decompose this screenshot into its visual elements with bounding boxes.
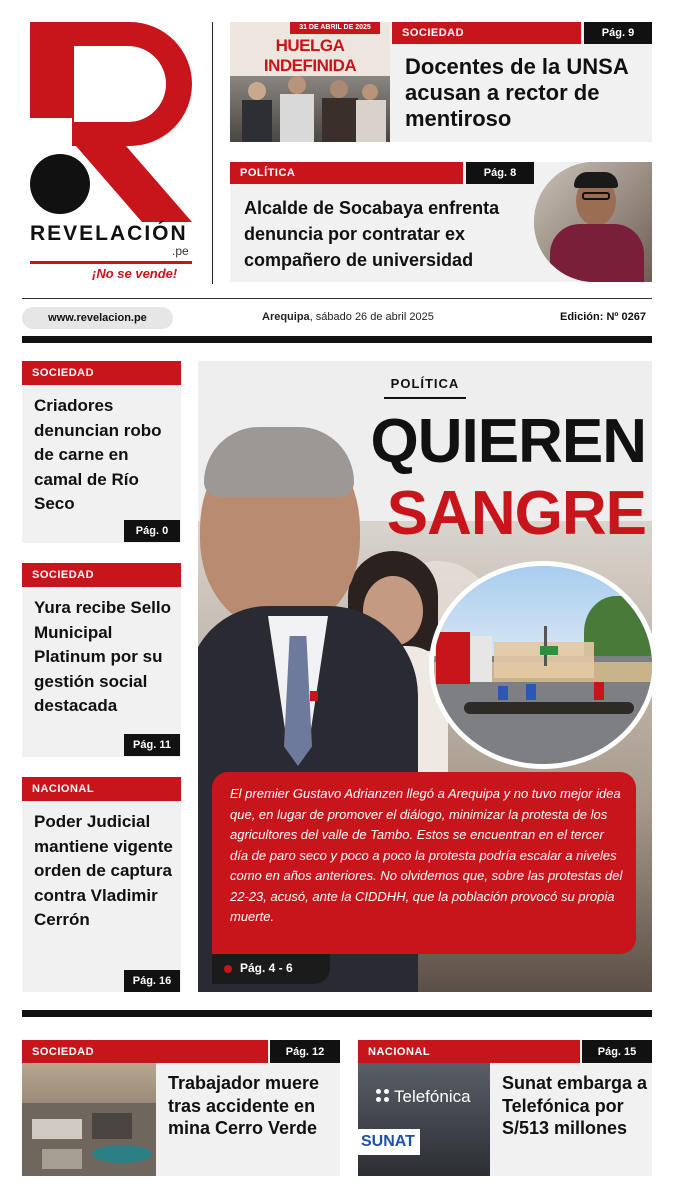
side-story-headline[interactable]: Poder Judicial mantiene vigente orden de captura contra Vladimir Cerrón xyxy=(34,812,173,929)
section-tag: SOCIEDAD xyxy=(22,563,181,587)
side-story-headline[interactable]: Criadores denuncian robo de carne en camal de Río Seco xyxy=(34,396,162,513)
section-rule xyxy=(22,336,652,343)
site-url[interactable]: www.revelacion.pe xyxy=(22,307,173,329)
section-rule xyxy=(22,1010,652,1017)
brand-name: REVELACIÓN xyxy=(30,222,188,245)
side-story-headline[interactable]: Yura recibe Sello Municipal Platinum por su gestión social destacada xyxy=(34,598,172,715)
banner-date-text: 31 DE ABRIL DE 2025 xyxy=(290,22,380,34)
bottom-story-headline[interactable]: Trabajador muere tras accidente en mina Cerro Verde xyxy=(168,1073,320,1138)
section-tag: NACIONAL xyxy=(22,777,181,801)
main-story-lead: El premier Gustavo Adrianzen llegó a Arequipa y no tuvo mejor idea que, en lugar de promover el diálogo, minimizar la protesta de los agricultores del valle de Tambo. Estos se encuentran en el tercer día de paro seco y poco a poco la protesta podría escalar a niveles como en años anteriores. No olvidemos que, sobre las protestas del 22-23, acusó, ante la CIDDHH, que la población provocó su propia muerte. xyxy=(212,772,636,954)
date-bar-rule xyxy=(22,298,652,299)
section-tag: NACIONAL xyxy=(358,1040,580,1063)
brand-underline xyxy=(30,261,192,264)
top-story-headline[interactable]: Alcalde de Socabaya enfrenta denuncia por contratar ex compañero de universidad xyxy=(244,198,500,270)
page-ref: Pág. 9 xyxy=(584,22,652,44)
dateline xyxy=(262,311,434,323)
section-tag: SOCIEDAD xyxy=(392,22,581,44)
top-story-headline[interactable]: Docentes de la UNSA acusan a rector de mentiroso xyxy=(405,54,628,131)
telefonica-sunat-photo xyxy=(358,1063,490,1176)
road-blockade-photo xyxy=(429,561,657,769)
page-ref: Pág. 0 xyxy=(124,520,180,542)
dateline-date: , sábado 26 de abril 2025 xyxy=(309,311,434,323)
protest-photo xyxy=(230,22,390,142)
section-underline xyxy=(384,397,466,399)
page-ref: Pág. 15 xyxy=(582,1040,652,1063)
page-dot-icon xyxy=(224,965,232,973)
mayor-photo xyxy=(534,162,652,282)
brand-domain-suffix: .pe xyxy=(172,244,189,258)
banner-text: HUELGA INDEFINIDA xyxy=(263,36,357,75)
section-tag: SOCIEDAD xyxy=(22,1040,268,1063)
page-ref: Pág. 16 xyxy=(124,970,180,992)
brand-slogan: ¡No se vende! xyxy=(92,266,178,281)
edition-number: Edición: Nº 0267 xyxy=(560,311,646,323)
page-ref: Pág. 8 xyxy=(466,162,534,184)
sunat-logo-text: SUNAT xyxy=(361,1133,415,1150)
page-ref: Pág. 11 xyxy=(124,734,180,756)
section-tag: SOCIEDAD xyxy=(22,361,181,385)
mine-photo xyxy=(22,1063,156,1176)
dateline-city: Arequipa xyxy=(262,311,310,323)
masthead-divider xyxy=(212,22,213,284)
main-headline-line1[interactable]: QUIEREN xyxy=(370,407,646,476)
main-section-label: POLÍTICA xyxy=(390,376,460,391)
page-ref: Pág. 12 xyxy=(270,1040,340,1063)
revelacion-r-logo xyxy=(30,22,192,222)
main-headline-line2[interactable]: SANGRE xyxy=(386,479,646,548)
telefonica-logo-text: Telefónica xyxy=(394,1087,471,1106)
section-tag: POLÍTICA xyxy=(230,162,463,184)
bottom-story-headline[interactable]: Sunat embarga a Telefónica por S/513 millones xyxy=(502,1073,648,1138)
main-page-ref: Pág. 4 - 6 xyxy=(240,961,293,975)
